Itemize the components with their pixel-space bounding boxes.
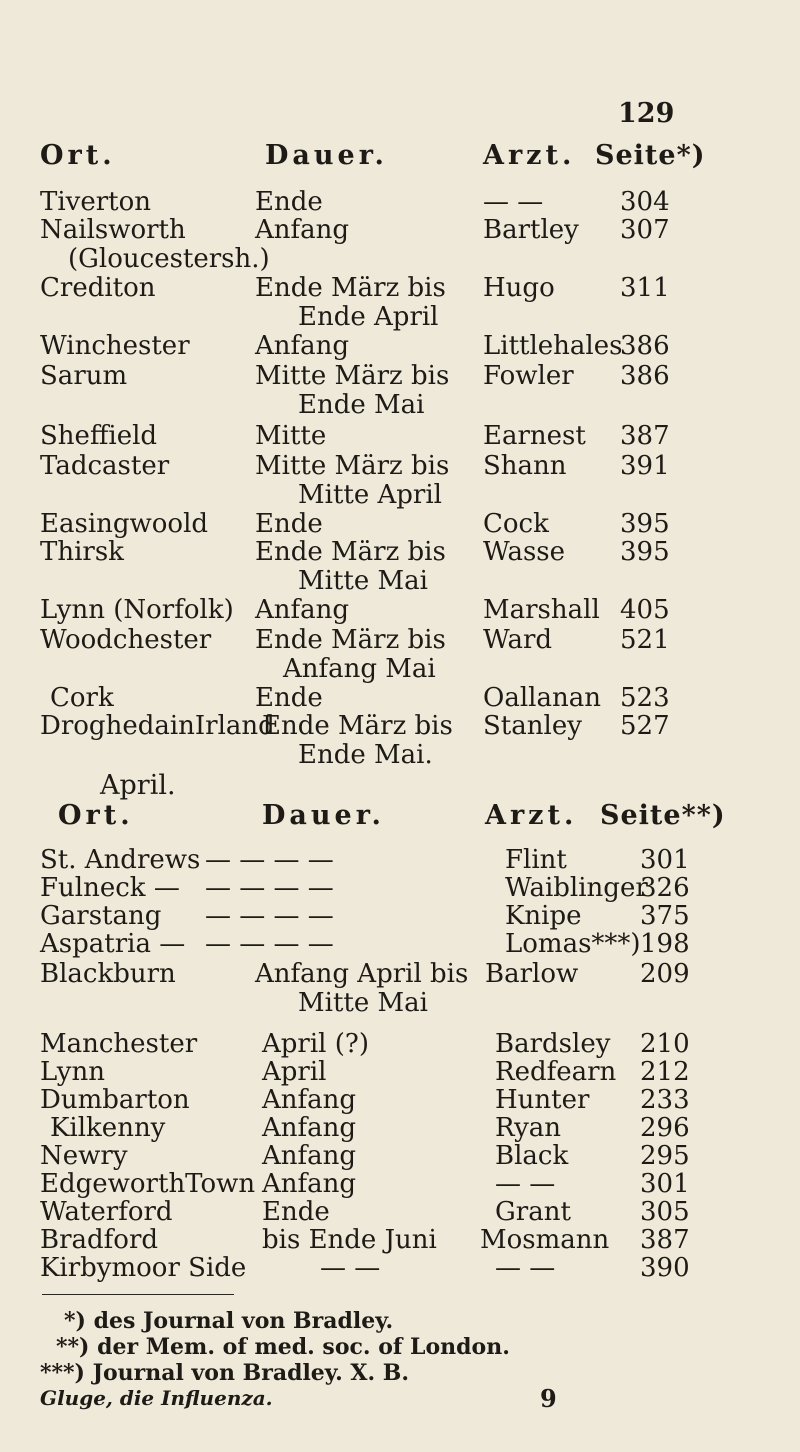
arzt-cell: Bartley xyxy=(483,215,579,245)
footnote-divider xyxy=(42,1294,234,1295)
dauer-cell: Ende xyxy=(255,187,323,217)
dauer-cell: April xyxy=(262,1057,327,1087)
ort-cell: Tadcaster xyxy=(40,451,170,481)
arzt-cell: Flint xyxy=(505,845,567,875)
seite-cell: 296 xyxy=(640,1113,690,1143)
dauer-cell: Anfang xyxy=(262,1141,357,1171)
header-arzt: Arzt. xyxy=(483,140,576,171)
ort-cell: Woodchester xyxy=(40,625,212,655)
dauer-continuation: Mitte April xyxy=(298,480,442,510)
dauer-cell: Ende xyxy=(262,1197,330,1227)
ort-cell: Lynn xyxy=(40,1057,105,1087)
dauer-cell: Anfang xyxy=(262,1113,357,1143)
section-subtitle: April. xyxy=(100,770,176,801)
arzt-cell: Ryan xyxy=(495,1113,562,1143)
dauer-cell: Anfang April bis xyxy=(255,959,469,989)
ort-cell: Thirsk xyxy=(40,537,124,567)
dauer-cell: Ende März bis xyxy=(262,711,453,741)
seite-cell: 521 xyxy=(620,625,670,655)
seite-cell: 390 xyxy=(640,1253,690,1283)
dauer-cell: Anfang xyxy=(255,215,350,245)
seite-cell: 395 xyxy=(620,537,670,567)
seite-cell: 395 xyxy=(620,509,670,539)
arzt-cell: Redfearn xyxy=(495,1057,617,1087)
arzt-cell: Mosmann xyxy=(480,1225,610,1255)
seite-cell: 212 xyxy=(640,1057,690,1087)
page-number: 129 xyxy=(618,98,675,129)
footnote: ***) Journal von Bradley. X. B. xyxy=(40,1360,410,1386)
ort-cell: EdgeworthTown xyxy=(40,1169,256,1199)
header-dauer: Dauer. xyxy=(265,140,388,171)
dauer-cell: Anfang xyxy=(255,331,350,361)
seite-cell: 304 xyxy=(620,187,670,217)
dauer-cell: — — — — xyxy=(205,929,334,959)
arzt-cell: — — xyxy=(483,187,544,217)
seite-cell: 210 xyxy=(640,1029,690,1059)
arzt-cell: Ward xyxy=(483,625,553,655)
dauer-cell: Ende xyxy=(255,509,323,539)
seite-cell: 233 xyxy=(640,1085,690,1115)
dauer-cell: Anfang xyxy=(262,1169,357,1199)
dauer-cell: — — — — xyxy=(205,845,334,875)
dauer-cell: Mitte März bis xyxy=(255,361,450,391)
dauer-cell: April (?) xyxy=(262,1029,369,1059)
footnote: *) des Journal von Bradley. xyxy=(64,1308,394,1334)
dauer-cell: Ende März bis xyxy=(255,537,446,567)
dauer-continuation: Mitte Mai xyxy=(298,566,428,596)
dauer-cell: — — xyxy=(320,1253,381,1283)
seite-cell: 386 xyxy=(620,361,670,391)
dauer-continuation: Ende April xyxy=(298,302,439,332)
ort-cell: Fulneck — xyxy=(40,873,180,903)
arzt-cell: Black xyxy=(495,1141,569,1171)
ort-cell: Garstang xyxy=(40,901,162,931)
header-seite: Seite*) xyxy=(595,140,706,171)
ort-cell: Dumbarton xyxy=(40,1085,190,1115)
seite-cell: 301 xyxy=(640,845,690,875)
ort-cell: Kirbymoor Side xyxy=(40,1253,247,1283)
footnote: **) der Mem. of med. soc. of London. xyxy=(56,1334,510,1360)
seite-cell: 326 xyxy=(640,873,690,903)
ort-cell: Cork xyxy=(50,683,114,713)
ort-cell: Nailsworth xyxy=(40,215,186,245)
ort-cell: Crediton xyxy=(40,273,156,303)
seite-cell: 391 xyxy=(620,451,670,481)
dauer-continuation: Anfang Mai xyxy=(283,654,436,684)
seite-cell: 311 xyxy=(620,273,670,303)
seite-cell: 209 xyxy=(640,959,690,989)
ort-cell: Lynn (Norfolk) xyxy=(40,595,234,625)
seite-cell: 295 xyxy=(640,1141,690,1171)
seite-cell: 307 xyxy=(620,215,670,245)
arzt-cell: Hugo xyxy=(483,273,555,303)
ort-cell: Bradford xyxy=(40,1225,159,1255)
ort-cell: Blackburn xyxy=(40,959,176,989)
ort-cell: Tiverton xyxy=(40,187,152,217)
seite-cell: 198 xyxy=(640,929,690,959)
seite-cell: 387 xyxy=(620,421,670,451)
dauer-cell: Ende xyxy=(255,683,323,713)
header-seite: Seite**) xyxy=(600,800,726,831)
seite-cell: 305 xyxy=(640,1197,690,1227)
dauer-cell: — — — — xyxy=(205,901,334,931)
ort-continuation: (Gloucestersh.) xyxy=(68,244,270,274)
seite-cell: 523 xyxy=(620,683,670,713)
dauer-cell: Mitte März bis xyxy=(255,451,450,481)
arzt-cell: — — xyxy=(495,1253,556,1283)
ort-cell: Easingwoold xyxy=(40,509,209,539)
arzt-cell: Marshall xyxy=(483,595,600,625)
ort-cell: Aspatria — xyxy=(40,929,186,959)
arzt-cell: Cock xyxy=(483,509,549,539)
dauer-cell: Anfang xyxy=(262,1085,357,1115)
ort-cell: DroghedainIrland xyxy=(40,711,275,741)
arzt-cell: Barlow xyxy=(485,959,579,989)
arzt-cell: Bardsley xyxy=(495,1029,611,1059)
dauer-cell: Ende März bis xyxy=(255,273,446,303)
dauer-continuation: Ende Mai. xyxy=(298,740,433,770)
ort-cell: Waterford xyxy=(40,1197,173,1227)
dauer-cell: bis Ende Juni xyxy=(262,1225,437,1255)
arzt-cell: Grant xyxy=(495,1197,571,1227)
seite-cell: 405 xyxy=(620,595,670,625)
seite-cell: 386 xyxy=(620,331,670,361)
seite-cell: 375 xyxy=(640,901,690,931)
dauer-cell: Ende März bis xyxy=(255,625,446,655)
dauer-continuation: Mitte Mai xyxy=(298,988,428,1018)
arzt-cell: Shann xyxy=(483,451,567,481)
signature-mark: 9 xyxy=(540,1384,557,1413)
arzt-cell: Wasse xyxy=(483,537,566,567)
header-ort: Ort. xyxy=(40,140,116,171)
dauer-cell: Mitte xyxy=(255,421,327,451)
ort-cell: Kilkenny xyxy=(50,1113,166,1143)
arzt-cell: Littlehales xyxy=(483,331,623,361)
dauer-continuation: Ende Mai xyxy=(298,390,425,420)
arzt-cell: Oallanan xyxy=(483,683,601,713)
arzt-cell: Hunter xyxy=(495,1085,590,1115)
seite-cell: 387 xyxy=(640,1225,690,1255)
header-arzt: Arzt. xyxy=(485,800,578,831)
arzt-cell: Fowler xyxy=(483,361,574,391)
ort-cell: St. Andrews xyxy=(40,845,201,875)
header-dauer: Dauer. xyxy=(262,800,385,831)
ort-cell: Sarum xyxy=(40,361,128,391)
arzt-cell: Waiblinger xyxy=(505,873,648,903)
arzt-cell: Earnest xyxy=(483,421,586,451)
header-ort: Ort. xyxy=(58,800,134,831)
ort-cell: Newry xyxy=(40,1141,128,1171)
dauer-cell: — — — — xyxy=(205,873,334,903)
running-foot: Gluge, die Influenza. xyxy=(40,1386,273,1410)
seite-cell: 527 xyxy=(620,711,670,741)
seite-cell: 301 xyxy=(640,1169,690,1199)
arzt-cell: Knipe xyxy=(505,901,582,931)
ort-cell: Sheffield xyxy=(40,421,158,451)
arzt-cell: — — xyxy=(495,1169,556,1199)
dauer-cell: Anfang xyxy=(255,595,350,625)
ort-cell: Manchester xyxy=(40,1029,198,1059)
ort-cell: Winchester xyxy=(40,331,190,361)
arzt-cell: Lomas***) xyxy=(505,929,641,959)
arzt-cell: Stanley xyxy=(483,711,582,741)
